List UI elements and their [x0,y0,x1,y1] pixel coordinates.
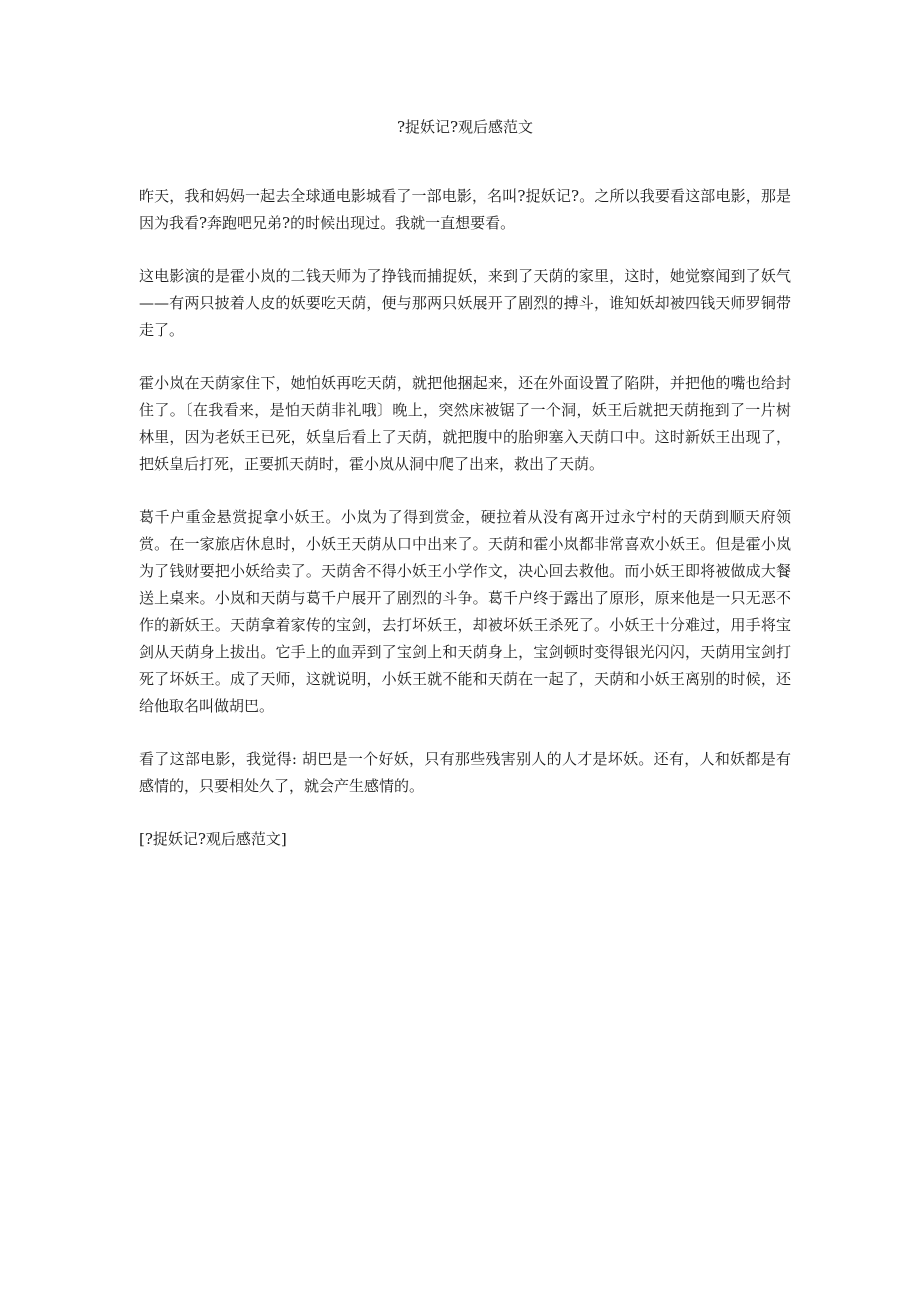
paragraph-plot-night: 霍小岚在天荫家住下，她怕妖再吃天荫，就把他捆起来，还在外面设置了陷阱，并把他的嘴也给封住了。〔在我看来，是怕天荫非礼哦〕晚上，突然床被锯了一个洞，妖王后就把天荫拖到了一片树林里，因为老妖王已死，妖皇后看上了天荫，就把腹中的胎卵塞入天荫口中。这时新妖王出现了，把妖皇后打死，正要抓天荫时，霍小岚从洞中爬了出来，救出了天荫。 [139,374,791,473]
paragraph-reflection: 看了这部电影，我觉得: 胡巴是一个好妖，只有那些残害别人的人才是坏妖。还有，人和妖都是有感情的，只要相处久了，就会产生感情的。 [139,750,791,795]
paragraph-intro: 昨天，我和妈妈一起去全球通电影城看了一部电影，名叫?捉妖记?。之所以我要看这部电影，那是因为我看?奔跑吧兄弟?的时候出现过。我就一直想要看。 [139,187,791,232]
document-body [139,183,791,853]
paragraph-plot-opening: 这电影演的是霍小岚的二钱天师为了挣钱而捕捉妖，来到了天荫的家里，这时，她觉察闻到了妖气——有两只披着人皮的妖要吃天荫，便与那两只妖展开了剧烈的搏斗，谁知妖却被四钱天师罗铜带走了。 [139,267,791,339]
document-title: ?捉妖记?观后感范文 [396,118,534,136]
paragraph-plot-climax: 葛千户重金悬赏捉拿小妖王。小岚为了得到赏金，硬拉着从没有离开过永宁村的天荫到顺天府领赏。在一家旅店休息时，小妖王天荫从口中出来了。天荫和霍小岚都非常喜欢小妖王。但是霍小岚为了钱财要把小妖给卖了。天荫舍不得小妖王小学作文，决心回去救他。而小妖王即将被做成大餐送上桌来。小岚和天荫与葛千户展开了剧烈的斗争。葛千户终于露出了原形，原来他是一只无恶不作的新妖王。天荫拿着家传的宝剑，去打坏妖王，却被坏妖王杀死了。小妖王十分难过，用手将宝剑从天荫身上拔出。它手上的血弄到了宝剑上和天荫身上，宝剑顿时变得银光闪闪，天荫用宝剑打死了坏妖王。成了天师，这就说明，小妖王就不能和天荫在一起了，天荫和小妖王离别的时候，还给他取名叫做胡巴。 [139,508,791,715]
document-footer-title: [?捉妖记?观后感范文] [139,830,287,848]
